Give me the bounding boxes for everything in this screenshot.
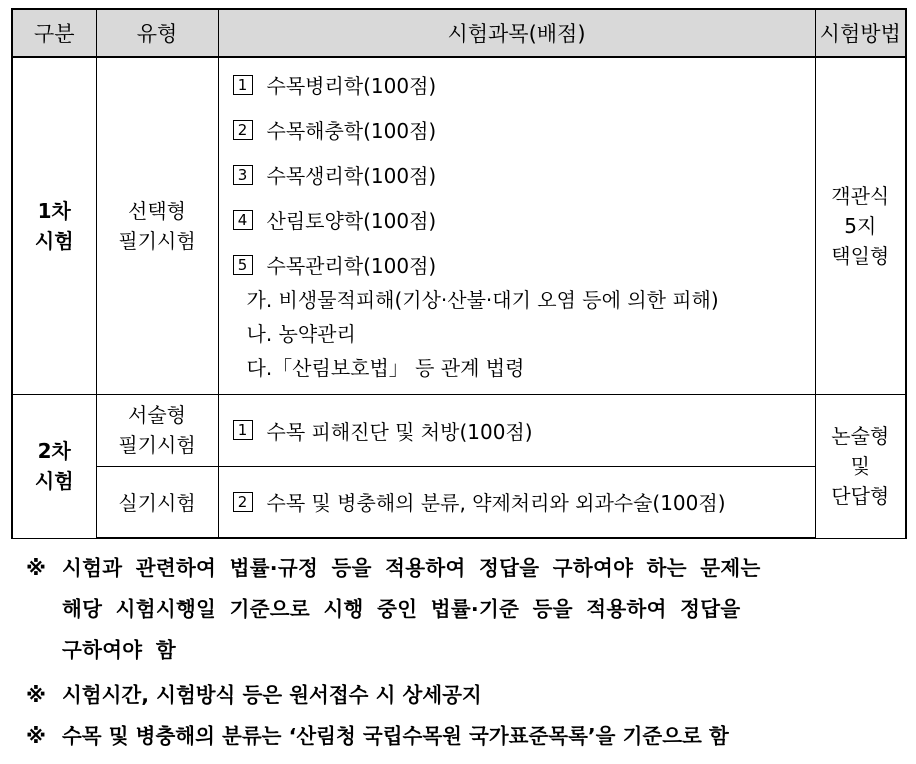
second-exam-method-line2: 및 — [850, 454, 870, 478]
subject-text: 산림토양학(100점) — [266, 209, 437, 233]
subject-item — [233, 107, 815, 152]
number-box: 5 — [233, 255, 253, 275]
number-box: 4 — [233, 210, 253, 230]
table-header-row — [12, 9, 906, 57]
first-exam-method — [815, 57, 906, 394]
second-exam-stage-line1: 2차 — [37, 439, 71, 463]
second-exam-method-line3: 단답형 — [831, 484, 890, 508]
second-exam-written-subject — [218, 394, 815, 466]
subject-item — [233, 479, 815, 524]
note-line: 해당 시험시행일 기준으로 시행 중인 법률·기준 등을 적용하여 정답을 — [62, 597, 741, 621]
first-exam-method-line2: 5지 — [844, 213, 877, 238]
second-exam-stage — [12, 394, 96, 538]
subject-text: 수목해충학(100점) — [266, 119, 437, 143]
note-line: 시험시간, 시험방식 등은 원서접수 시 상세공지 — [62, 683, 482, 707]
reference-mark: ※ — [26, 556, 46, 580]
first-exam-row — [12, 57, 906, 394]
reference-mark: ※ — [26, 724, 46, 748]
note-line: 수목 및 병충해의 분류는 ‘산림청 국립수목원 국가표준목록’을 기준으로 함 — [62, 724, 729, 748]
reference-mark: ※ — [26, 683, 46, 707]
subject-text: 수목병리학(100점) — [266, 74, 437, 98]
first-exam-method-line1: 객관식 — [831, 183, 890, 208]
number-box: 1 — [233, 75, 253, 95]
second-exam-practical-type: 실기시험 — [96, 466, 218, 538]
note-line: 시험과 관련하여 법률·규정 등을 적용하여 정답을 구하여야 하는 문제는 — [62, 556, 761, 580]
subject-item — [233, 62, 815, 107]
note-item — [26, 716, 906, 757]
header-method: 시험방법 — [815, 9, 906, 57]
number-box: 1 — [233, 420, 253, 440]
note-line: 구하여야 함 — [62, 638, 176, 662]
subject-item — [233, 242, 815, 287]
subject-item — [233, 197, 815, 242]
header-category: 구분 — [12, 9, 96, 57]
second-exam-practical-row — [12, 466, 906, 538]
first-exam-type — [96, 57, 218, 394]
first-exam-stage — [12, 57, 96, 394]
second-exam-method-line1: 논술형 — [831, 424, 890, 448]
second-exam-method — [815, 394, 906, 538]
note-item — [26, 675, 906, 716]
first-exam-stage-line1: 1차 — [37, 198, 71, 223]
sub-item: 가. 비생물적피해(기상·산불·대기 오염 등에 의한 피해) — [246, 288, 719, 312]
number-box: 2 — [233, 120, 253, 140]
notes-section — [26, 548, 906, 757]
number-box: 2 — [233, 492, 253, 512]
first-exam-subjects — [218, 57, 815, 394]
second-exam-written-type — [96, 394, 218, 466]
exam-table — [11, 8, 907, 539]
sub-item: 나. 농약관리 — [246, 322, 356, 346]
second-exam-written-row — [12, 394, 906, 466]
first-exam-type-line2: 필기시험 — [118, 228, 196, 253]
header-type: 유형 — [96, 9, 218, 57]
first-exam-method-line3: 택일형 — [831, 243, 890, 268]
first-exam-stage-line2: 시험 — [34, 228, 74, 253]
subject-item — [233, 152, 815, 197]
subject-text: 수목 및 병충해의 분류, 약제처리와 외과수술(100점) — [266, 491, 726, 516]
first-exam-type-line1: 선택형 — [128, 198, 186, 223]
written-type-line2: 필기시험 — [118, 433, 196, 457]
number-box: 3 — [233, 165, 253, 185]
subject-item — [233, 408, 815, 453]
sub-item: 다.「산림보호법」 등 관계 법령 — [246, 356, 525, 380]
subject-text: 수목관리학(100점) — [266, 254, 437, 278]
written-type-line1: 서술형 — [128, 403, 186, 427]
second-exam-stage-line2: 시험 — [34, 469, 74, 493]
note-item — [26, 548, 906, 671]
header-subjects: 시험과목(배점) — [218, 9, 815, 57]
subject-text: 수목 피해진단 및 처방(100점) — [266, 419, 533, 444]
subject-text: 수목생리학(100점) — [266, 164, 437, 188]
second-exam-practical-subject — [218, 466, 815, 538]
